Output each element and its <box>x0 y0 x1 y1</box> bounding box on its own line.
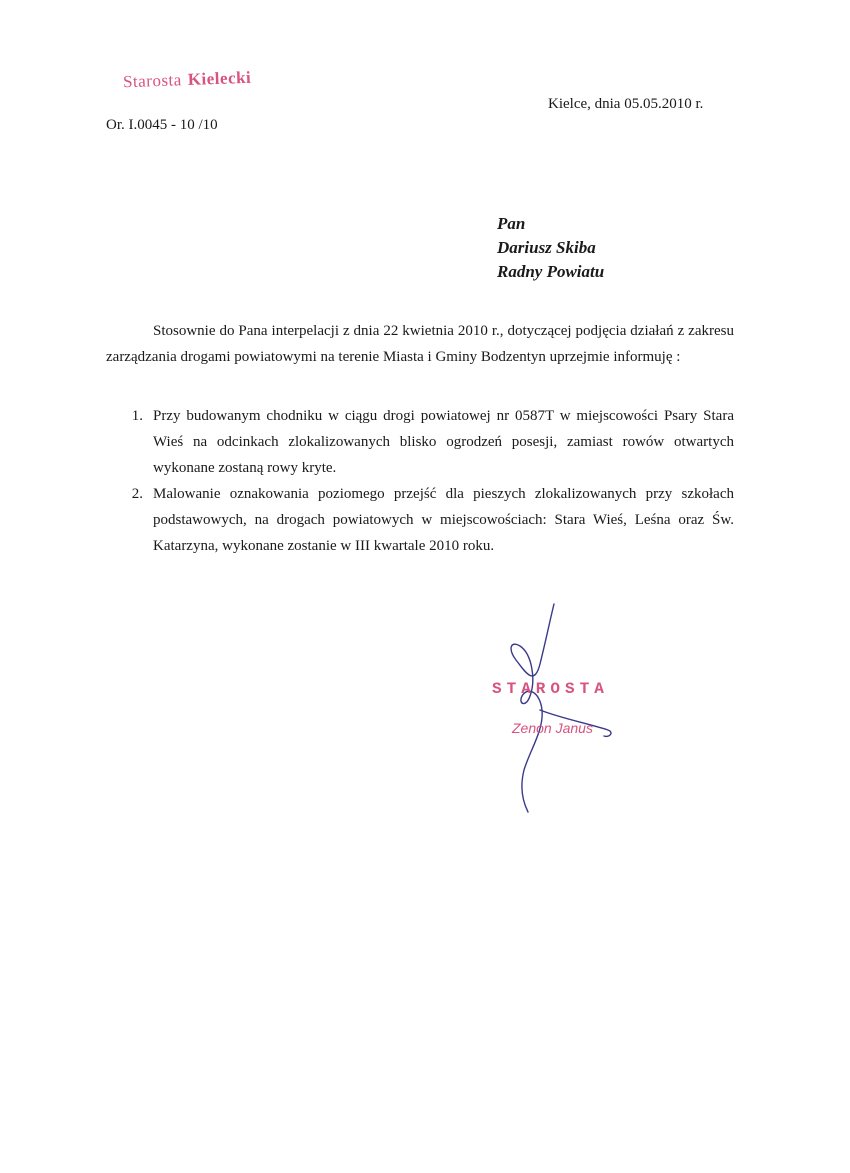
intro-text: Stosownie do Pana interpelacji z dnia 22 kwietnia 2010 r., dotyczącej podjęcia działań z zakresu zarządzania drogami powiatowymi na terenie Miasta i Gminy Bodzentyn uprzejmie informuję : <box>106 323 734 365</box>
addressee-block <box>497 212 604 284</box>
numbered-list <box>106 403 734 559</box>
issuer-stamp-word2: Kielecki <box>187 67 252 89</box>
list-item-number: 1. <box>131 408 143 424</box>
intro-paragraph <box>106 318 734 370</box>
list-item-number: 2. <box>131 486 143 502</box>
reference-number: Or. I.0045 - 10 /10 <box>106 117 218 133</box>
addressee-salutation: Pan <box>497 214 526 233</box>
list-item-text: Przy budowanym chodniku w ciągu drogi powiatowej nr 0587T w miejscowości Psary Stara Wieś na odcinkach zlokalizowanych blisko ogrodzeń posesji, zamiast rowów otwartych wykonane zostaną rowy kryte. <box>153 408 734 476</box>
list-item <box>106 403 734 481</box>
list-item-text: Malowanie oznakowania poziomego przejść dla pieszych zlokalizowanych przy szkołach podstawowych, na drogach powiatowych w miejscowościach: Stara Wieś, Leśna oraz Św. Katarzyna, wykonane zostanie w III kwartale 2010 roku. <box>153 486 734 554</box>
issuer-stamp-word1: Starosta <box>122 70 183 92</box>
list-item <box>106 481 734 559</box>
addressee-title: Radny Powiatu <box>497 262 605 281</box>
document-date: Kielce, dnia 05.05.2010 r. <box>548 96 704 112</box>
handwritten-signature <box>480 600 640 820</box>
issuer-stamp <box>123 68 252 92</box>
signatory-stamp-title: STAROSTA <box>492 680 609 698</box>
signatory-stamp-name: Zenon Janus <box>512 720 593 736</box>
addressee-name: Dariusz Skiba <box>497 238 596 257</box>
